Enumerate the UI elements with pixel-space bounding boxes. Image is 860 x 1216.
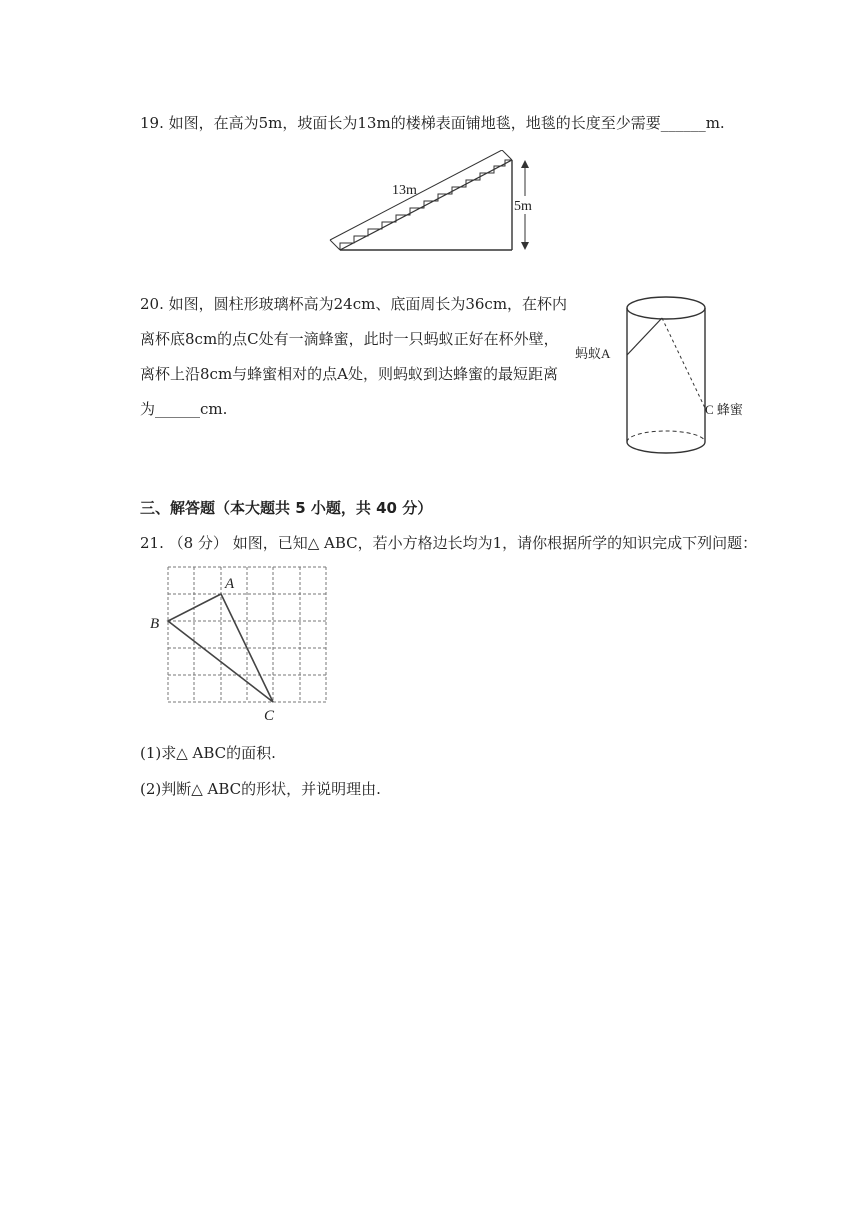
- question-19-text: 19. 如图，在高为5m，坡面长为13m的楼梯表面铺地毯，地毯的长度至少需要______m.: [140, 114, 725, 132]
- question-21-part-1: (1)求△ ABC的面积.: [140, 744, 276, 762]
- grid-triangle-figure: [148, 560, 338, 725]
- honey-label: C 蜂蜜: [705, 402, 743, 417]
- question-20-line-1: 20. 如图，圆柱形玻璃杯高为24cm、底面周长为36cm，在杯内: [140, 295, 568, 313]
- height-label: 5m: [514, 199, 532, 214]
- section-3-heading: 三、解答题（本大题共 5 小题，共 40 分）: [140, 499, 433, 517]
- vertex-a-label: A: [225, 576, 235, 592]
- cylinder-figure: [570, 290, 760, 465]
- ant-label: 蚂蚁A: [575, 346, 611, 361]
- staircase-figure: [320, 150, 550, 260]
- question-21-part-2: (2)判断△ ABC的形状，并说明理由.: [140, 780, 381, 798]
- question-21-intro: 21. （8 分） 如图，已知△ ABC，若小方格边长均为1，请你根据所学的知识完成下列问题：: [140, 534, 758, 552]
- question-20-line-3: 离杯上沿8cm与蜂蜜相对的点A处，则蚂蚁到达蜂蜜的最短距离: [140, 365, 559, 383]
- vertex-c-label: C: [264, 708, 275, 724]
- slope-label: 13m: [392, 183, 417, 198]
- vertex-b-label: B: [150, 616, 160, 632]
- question-20-line-4: 为______cm.: [140, 400, 228, 418]
- question-20-line-2: 离杯底8cm的点C处有一滴蜂蜜，此时一只蚂蚁正好在杯外壁，: [140, 330, 559, 348]
